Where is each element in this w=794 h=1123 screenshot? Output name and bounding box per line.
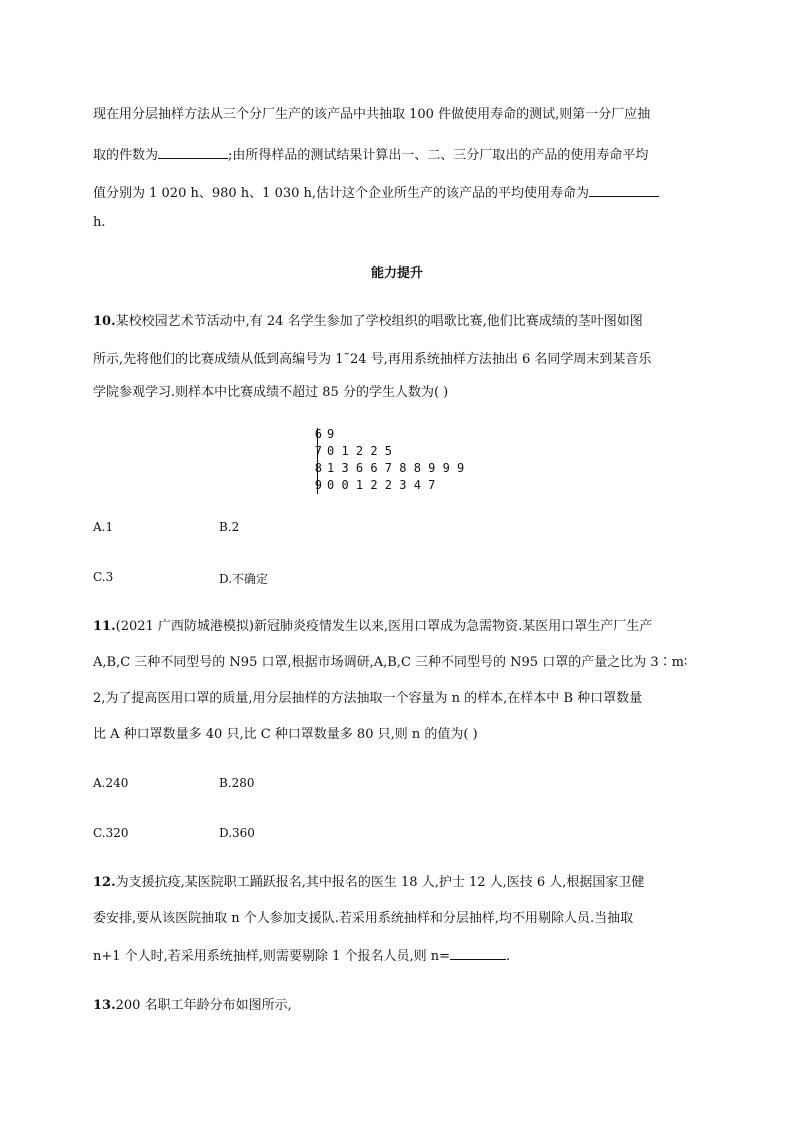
q12-text-3-end: . bbox=[506, 949, 511, 964]
q11-option-d[interactable]: D.360 bbox=[219, 826, 255, 840]
q11-line-2: A,B,C 三种不同型号的 N95 口罩,根据市场调研,A,B,C 三种不同型号的 N95 口罩的产量之比为 3∶m∶ bbox=[93, 655, 688, 670]
section-title: 能力提升 bbox=[370, 266, 423, 281]
q10-option-d[interactable]: D.不确定 bbox=[219, 572, 269, 586]
q11-option-c[interactable]: C.320 bbox=[93, 826, 129, 840]
q11-option-b[interactable]: B.280 bbox=[219, 776, 255, 790]
intro-line-1: 现在用分层抽样方法从三个分厂生产的该产品中共抽取 100 件做使用寿命的测试,则第一分厂应抽 bbox=[93, 107, 651, 122]
q11-option-a[interactable]: A.240 bbox=[93, 776, 129, 790]
stem-row-3 bbox=[308, 460, 465, 477]
q12-line-3 bbox=[93, 946, 510, 966]
q12-text-3: n+1 个人时,若采用系统抽样,则需要剔除 1 个报名人员,则 n= bbox=[93, 949, 450, 964]
stem-leaf-plot bbox=[308, 426, 465, 494]
leaf-values: 0 1 2 2 5 bbox=[327, 444, 393, 458]
q11-line-4: 比 A 种口罩数量多 40 只,比 C 种口罩数量多 80 只,则 n 的值为( ) bbox=[93, 727, 478, 742]
q12-line-2: 委安排,要从该医院抽取 n 个人参加支援队.若采用系统抽样和分层抽样,均不用剔除人员.当抽取 bbox=[93, 911, 634, 926]
q10-number: 10. bbox=[93, 314, 116, 329]
q13-number: 13. bbox=[93, 998, 116, 1013]
answer-blank-3[interactable] bbox=[450, 946, 506, 960]
stem-value: 9 bbox=[314, 478, 322, 492]
leaf-values: 0 0 1 2 2 3 4 7 bbox=[327, 478, 436, 492]
q12-number: 12. bbox=[93, 875, 116, 890]
stem-value: 8 bbox=[314, 461, 322, 475]
stem-row-1 bbox=[308, 426, 335, 443]
stem-row-2 bbox=[308, 443, 393, 460]
q10-line-3: 学院参观学习.则样本中比赛成绩不超过 85 分的学生人数为( ) bbox=[93, 385, 449, 400]
q13-text-1: 200 名职工年龄分布如图所示, bbox=[115, 998, 292, 1013]
answer-blank-2[interactable] bbox=[589, 183, 659, 197]
stem-value: 7 bbox=[314, 444, 322, 458]
intro-line-3 bbox=[93, 183, 659, 203]
q10-line-2: 所示,先将他们的比赛成绩从低到高编号为 1˜24 号,再用系统抽样方法抽出 6 名同学周末到某音乐 bbox=[93, 352, 652, 367]
q10-option-b[interactable]: B.2 bbox=[219, 520, 240, 534]
q10-option-c[interactable]: C.3 bbox=[93, 570, 114, 584]
q11-text-1: (2021 广西防城港模拟)新冠肺炎疫情发生以来,医用口罩成为急需物资.某医用口罩生产厂生产 bbox=[115, 619, 653, 634]
intro-line-2-end: ;由所得样品的测试结果计算出一、二、三分厂取出的产品的使用寿命平均 bbox=[228, 148, 649, 163]
stem-value: 6 bbox=[314, 427, 322, 441]
q13-line-1 bbox=[93, 997, 292, 1015]
answer-blank-1[interactable] bbox=[158, 145, 228, 159]
intro-line-3-text: 值分别为 1 020 h、980 h、1 030 h,估计这个企业所生产的该产品的平均使用寿命为 bbox=[93, 186, 590, 201]
q11-line-1 bbox=[93, 618, 652, 636]
q12-text-1: 为支援抗疫,某医院职工踊跃报名,其中报名的医生 18 人,护士 12 人,医技 6 人,根据国家卫健 bbox=[115, 875, 645, 890]
stem-row-4 bbox=[308, 477, 436, 494]
q11-line-3: 2,为了提高医用口罩的质量,用分层抽样的方法抽取一个容量为 n 的样本,在样本中 B 种口罩数量 bbox=[93, 691, 643, 706]
leaf-values: 1 3 6 6 7 8 8 9 9 9 bbox=[327, 461, 465, 475]
q10-option-a[interactable]: A.1 bbox=[93, 520, 114, 534]
q10-line-1 bbox=[93, 313, 643, 331]
q12-line-1 bbox=[93, 874, 644, 892]
leaf-values: 9 bbox=[327, 427, 335, 441]
intro-line-4: h. bbox=[93, 215, 106, 230]
intro-line-2-start: 取的件数为 bbox=[93, 148, 159, 163]
q10-text-1: 某校校园艺术节活动中,有 24 名学生参加了学校组织的唱歌比赛,他们比赛成绩的茎叶图如图 bbox=[115, 314, 643, 329]
intro-line-2 bbox=[93, 145, 648, 165]
q11-number: 11. bbox=[93, 619, 116, 634]
